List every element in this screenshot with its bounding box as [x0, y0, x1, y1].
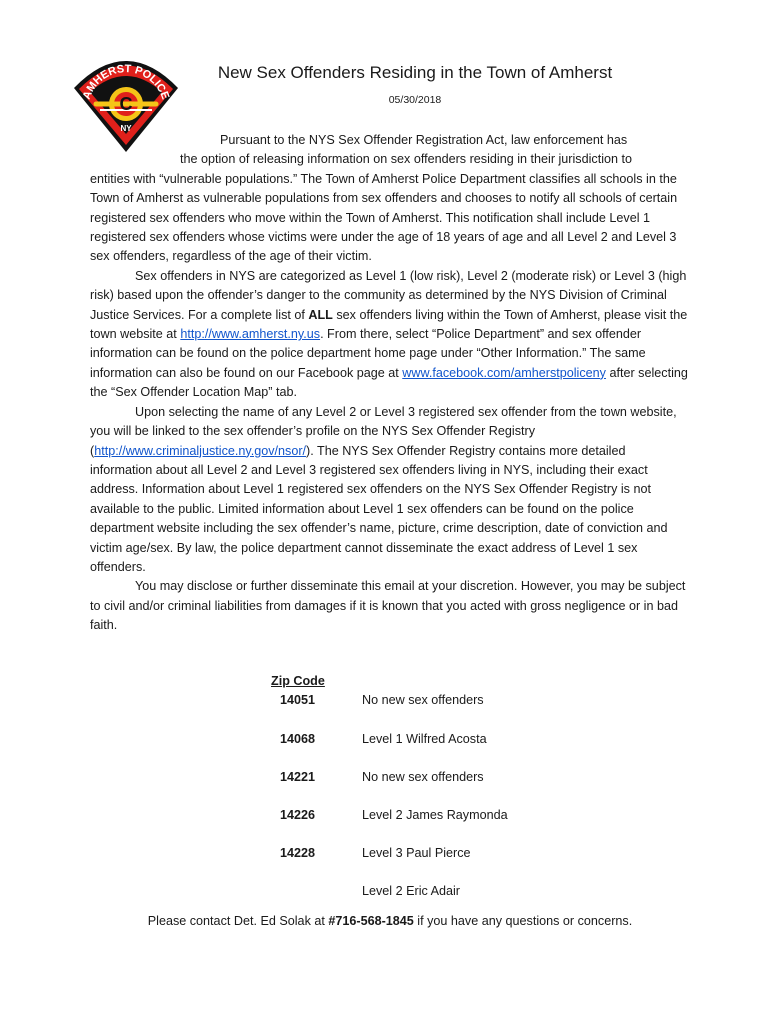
nsor-registry-link[interactable]: http://www.criminaljustice.ny.gov/nsor/ [94, 443, 307, 458]
zip-code-header: Zip Code [271, 674, 325, 688]
paragraph-registry [90, 403, 690, 578]
paragraph-registration-act [90, 131, 690, 170]
p3-text-b: ). The NYS Sex Offender Registry contains more detailed information about all Level 2 and Level 3 registered sex offenders living in NYS, including their exact address. Information about Level 1 registered sex offenders on the NYS Sex Offender Registry is not available to the public. Limited information about Level 1 sex offenders can be found on the police department website including the sex offender’s name, picture, crime description, date of conviction and victim age/sex. By law, the police department cannot disseminate the exact address of Level 1 sex offenders. [90, 443, 668, 574]
zip-status: Level 3 Paul Pierce [362, 846, 471, 860]
facebook-page-link[interactable]: www.facebook.com/amherstpoliceny [402, 365, 606, 380]
page-title: New Sex Offenders Residing in the Town of Amherst [217, 63, 613, 82]
p2-bold-all: ALL [308, 307, 333, 322]
p1-line1: Pursuant to the NYS Sex Offender Registration Act, law enforcement has [220, 133, 628, 147]
contact-phone: #716-568-1845 [328, 914, 414, 928]
p1-continuation: entities with “vulnerable populations.” The Town of Amherst Police Department classifies all schools in the Town of Amherst as vulnerable populations from sex offenders and chooses to notify all schools of certain registered sex offenders who move within the Town of Amherst. This notification shall include Level 1 registered sex offenders whose victims were under the age of 18 years of age and all Level 2 and Level 3 sex offenders, regardless of the age of their victim. [90, 171, 678, 264]
p2-text-a: Sex offenders in NYS are categorized as Level 1 (low risk), Level 2 (moderate risk) or Level 3 (high risk) based upon the offender’s danger to the community as determined by the NYS Division of Criminal Justice Services. For a complete list of [90, 268, 687, 322]
zip-status: Level 2 James Raymonda [362, 808, 508, 822]
logo-letter: C [119, 94, 133, 114]
zip-row [270, 770, 690, 790]
zip-status: No new sex offenders [362, 770, 484, 784]
p2-text-c: . From there, select “Police Department” and sex offender information can be found on the police department home page under “Other Information.” The same information can also be found on our Facebook page at [90, 327, 646, 380]
zip-status: No new sex offenders [362, 693, 484, 707]
zip-row [270, 693, 690, 713]
zip-code: 14226 [280, 808, 316, 822]
p3-text-a: Upon selecting the name of any Level 2 or Level 3 registered sex offender from the town website, you will be linked to the sex offender’s profile on the NYS Sex Offender Registry ( [90, 404, 677, 458]
zip-code: 14221 [280, 770, 316, 784]
logo-arc-text: AMHERST POLICE [80, 63, 172, 102]
contact-line [0, 914, 770, 928]
logo-bottom-text: NY [120, 124, 132, 133]
zip-code: 14051 [280, 693, 316, 707]
zip-row [270, 884, 690, 904]
p1-line2: the option of releasing information on sex offenders residing in their jurisdiction to [180, 152, 633, 167]
zip-code: 14068 [280, 732, 316, 746]
paragraph-offender-levels [90, 267, 690, 403]
zip-code: 14228 [280, 846, 316, 860]
zip-status: Level 1 Wilfred Acosta [362, 732, 487, 746]
amherst-website-link[interactable]: http://www.amherst.ny.us [180, 327, 321, 342]
notice-body [90, 131, 690, 636]
zip-row [270, 846, 690, 866]
p2-text-b: sex offenders living within the Town of Amherst, please visit the town website at [90, 307, 688, 342]
document-date: 05/30/2018 [388, 94, 442, 106]
contact-pre: Please contact Det. Ed Solak at [147, 914, 329, 928]
paragraph-disclosure: You may disclose or further disseminate this email at your discretion. However, you may be subject to civil and/or criminal liabilities from damages if it is known that you acted with gross negligence or in bad faith. [90, 579, 686, 633]
contact-post: if you have any questions or concerns. [413, 914, 633, 928]
zip-row [270, 808, 690, 828]
zip-status: Level 2 Eric Adair [362, 884, 461, 898]
zip-row [270, 732, 690, 752]
p2-text-d: after selecting the “Sex Offender Location Map” tab. [90, 365, 688, 400]
